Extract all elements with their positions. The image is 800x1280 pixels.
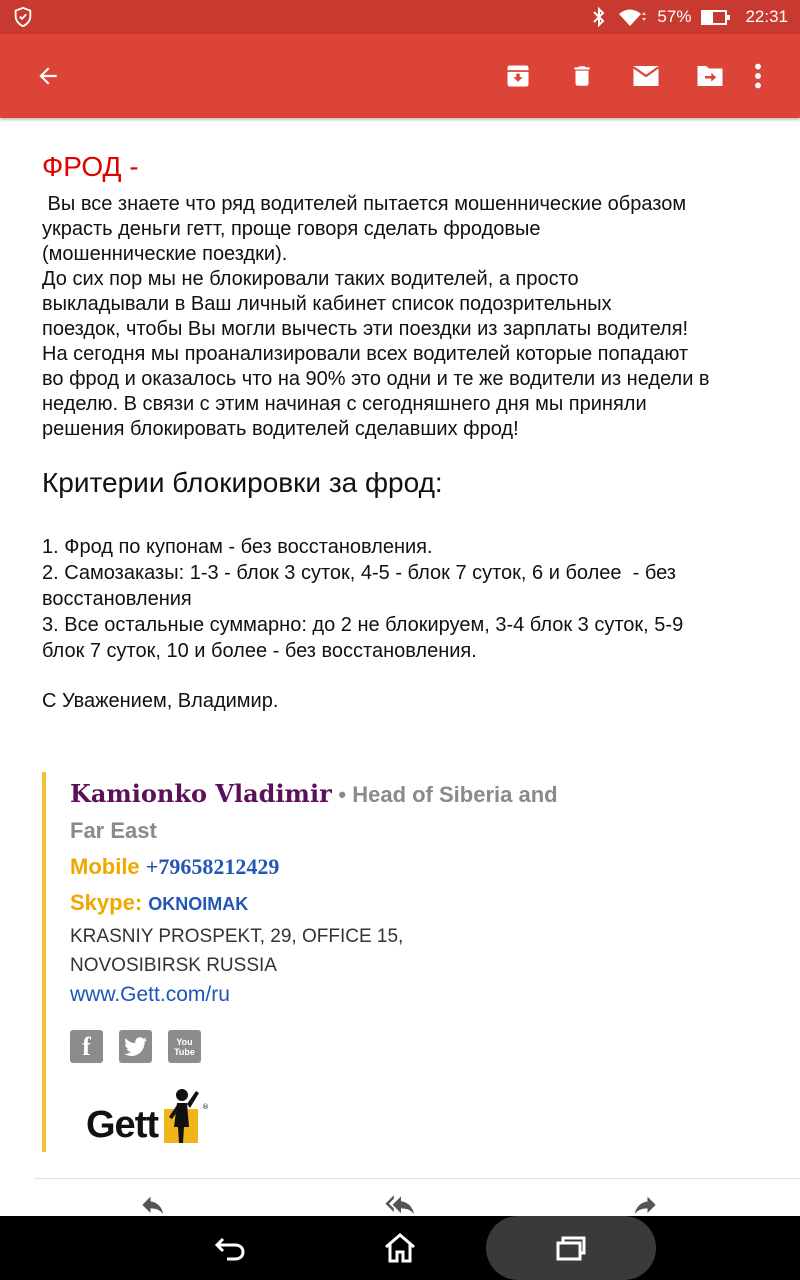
paragraph-line: поездок, чтобы Вы могли вычесть эти поездки из зарплаты водителя! bbox=[42, 318, 689, 340]
more-options-button[interactable] bbox=[744, 34, 772, 118]
reply-actions bbox=[0, 1194, 800, 1218]
gett-logo bbox=[86, 1083, 642, 1145]
status-bar bbox=[0, 0, 800, 34]
nav-recents-icon bbox=[554, 1234, 588, 1262]
more-vert-icon bbox=[754, 63, 762, 89]
signature-block bbox=[42, 772, 642, 1152]
criteria-line: 2. Самозаказы: 1-3 - блок 3 суток, 4-5 - блок 7 суток, 6 и более - без bbox=[42, 562, 676, 584]
wifi-icon bbox=[617, 6, 647, 28]
nav-home-button[interactable] bbox=[370, 1216, 430, 1280]
criteria-line: 3. Все остальные суммарно: до 2 не блокируем, 3-4 блок 3 суток, 5-9 bbox=[42, 614, 684, 636]
trash-icon bbox=[569, 62, 595, 90]
reply-all-icon bbox=[384, 1194, 418, 1218]
criteria-line: восстановления bbox=[42, 588, 192, 610]
divider bbox=[34, 1178, 800, 1179]
bluetooth-icon bbox=[591, 6, 607, 28]
reply-icon bbox=[140, 1194, 168, 1218]
svg-text:®: ® bbox=[202, 1103, 209, 1111]
closing-line: С Уважением, Владимир. bbox=[42, 690, 279, 712]
skype-label: Skype: bbox=[70, 890, 143, 915]
signature-title: • Head of Siberia and bbox=[338, 782, 558, 807]
address-line: NOVOSIBIRSK RUSSIA bbox=[70, 955, 277, 976]
youtube-icon[interactable] bbox=[168, 1030, 201, 1063]
address-line: KRASNIY PROSPEKT, 29, OFFICE 15, bbox=[70, 926, 404, 947]
social-icons bbox=[70, 1030, 642, 1063]
paragraph-line: До сих пор мы не блокировали таких водителей, а просто bbox=[42, 268, 579, 290]
nav-back-button[interactable] bbox=[200, 1216, 260, 1280]
mobile-row bbox=[70, 849, 642, 885]
criteria-list bbox=[42, 534, 782, 664]
paragraph-line: На сегодня мы проанализировали всех водителей которые попадают bbox=[42, 343, 689, 365]
signature-name-line bbox=[70, 772, 642, 813]
forward-icon bbox=[630, 1194, 658, 1218]
archive-button[interactable] bbox=[498, 34, 538, 118]
mobile-label: Mobile bbox=[70, 854, 140, 879]
criteria-line: 1. Фрод по купонам - без восстановления. bbox=[42, 536, 433, 558]
back-arrow-icon bbox=[35, 63, 61, 89]
paragraph-line: решения блокировать водителей сделавших фрод! bbox=[42, 418, 519, 440]
twitter-icon[interactable] bbox=[119, 1030, 152, 1063]
status-right bbox=[591, 0, 788, 34]
nav-home-icon bbox=[383, 1232, 417, 1264]
back-button[interactable] bbox=[28, 34, 68, 118]
gett-logo-text: Gett bbox=[86, 1104, 158, 1146]
email-body bbox=[42, 150, 782, 714]
facebook-icon[interactable]: f bbox=[70, 1030, 103, 1063]
battery-percent: 57% bbox=[657, 7, 692, 26]
paragraph-line: во фрод и оказалось что на 90% это одни и те же водители из недели в bbox=[42, 368, 710, 390]
signature-title-cont: Far East bbox=[70, 818, 157, 843]
mark-unread-button[interactable] bbox=[626, 34, 666, 118]
delete-button[interactable] bbox=[562, 34, 602, 118]
signature-name: Kamionko Vladimir bbox=[70, 779, 332, 808]
move-button[interactable] bbox=[690, 34, 730, 118]
app-bar bbox=[0, 34, 800, 118]
skype-id-link[interactable]: OKNOIMAK bbox=[148, 894, 249, 914]
system-nav-bar bbox=[0, 1216, 800, 1280]
gett-taxi-man-icon bbox=[160, 1083, 208, 1145]
paragraph-line: неделю. В связи с этим начиная с сегодняшнего дня мы приняли bbox=[42, 393, 647, 415]
mail-icon bbox=[631, 63, 661, 89]
paragraph-line: (мошеннические поездки). bbox=[42, 243, 288, 265]
archive-icon bbox=[504, 62, 532, 90]
website-link[interactable]: www.Gett.com/ru bbox=[70, 983, 230, 1006]
mobile-number-link[interactable]: +79658212429 bbox=[145, 854, 280, 879]
skype-row bbox=[70, 885, 642, 922]
battery-icon bbox=[701, 10, 727, 25]
bird-glyph bbox=[124, 1037, 148, 1057]
move-to-folder-icon bbox=[695, 63, 725, 89]
youtube-text: You Tube bbox=[174, 1036, 195, 1057]
criteria-heading: Критерии блокировки за фрод: bbox=[42, 467, 443, 498]
clock: 22:31 bbox=[745, 7, 788, 26]
paragraph-line: выкладывали в Ваш личный кабинет список подозрительных bbox=[42, 293, 612, 315]
nav-recents-button[interactable] bbox=[486, 1216, 656, 1280]
criteria-line: блок 7 суток, 10 и более - без восстановления. bbox=[42, 640, 477, 662]
email-paragraph bbox=[42, 192, 782, 442]
nav-back-icon bbox=[213, 1234, 247, 1262]
paragraph-line: украсть деньги гетт, проще говоря сделать фродовые bbox=[42, 218, 541, 240]
shield-icon bbox=[12, 6, 34, 28]
paragraph-line: Вы все знаете что ряд водителей пытается мошеннические образом bbox=[42, 193, 687, 215]
fraud-title: ФРОД - bbox=[42, 151, 139, 182]
